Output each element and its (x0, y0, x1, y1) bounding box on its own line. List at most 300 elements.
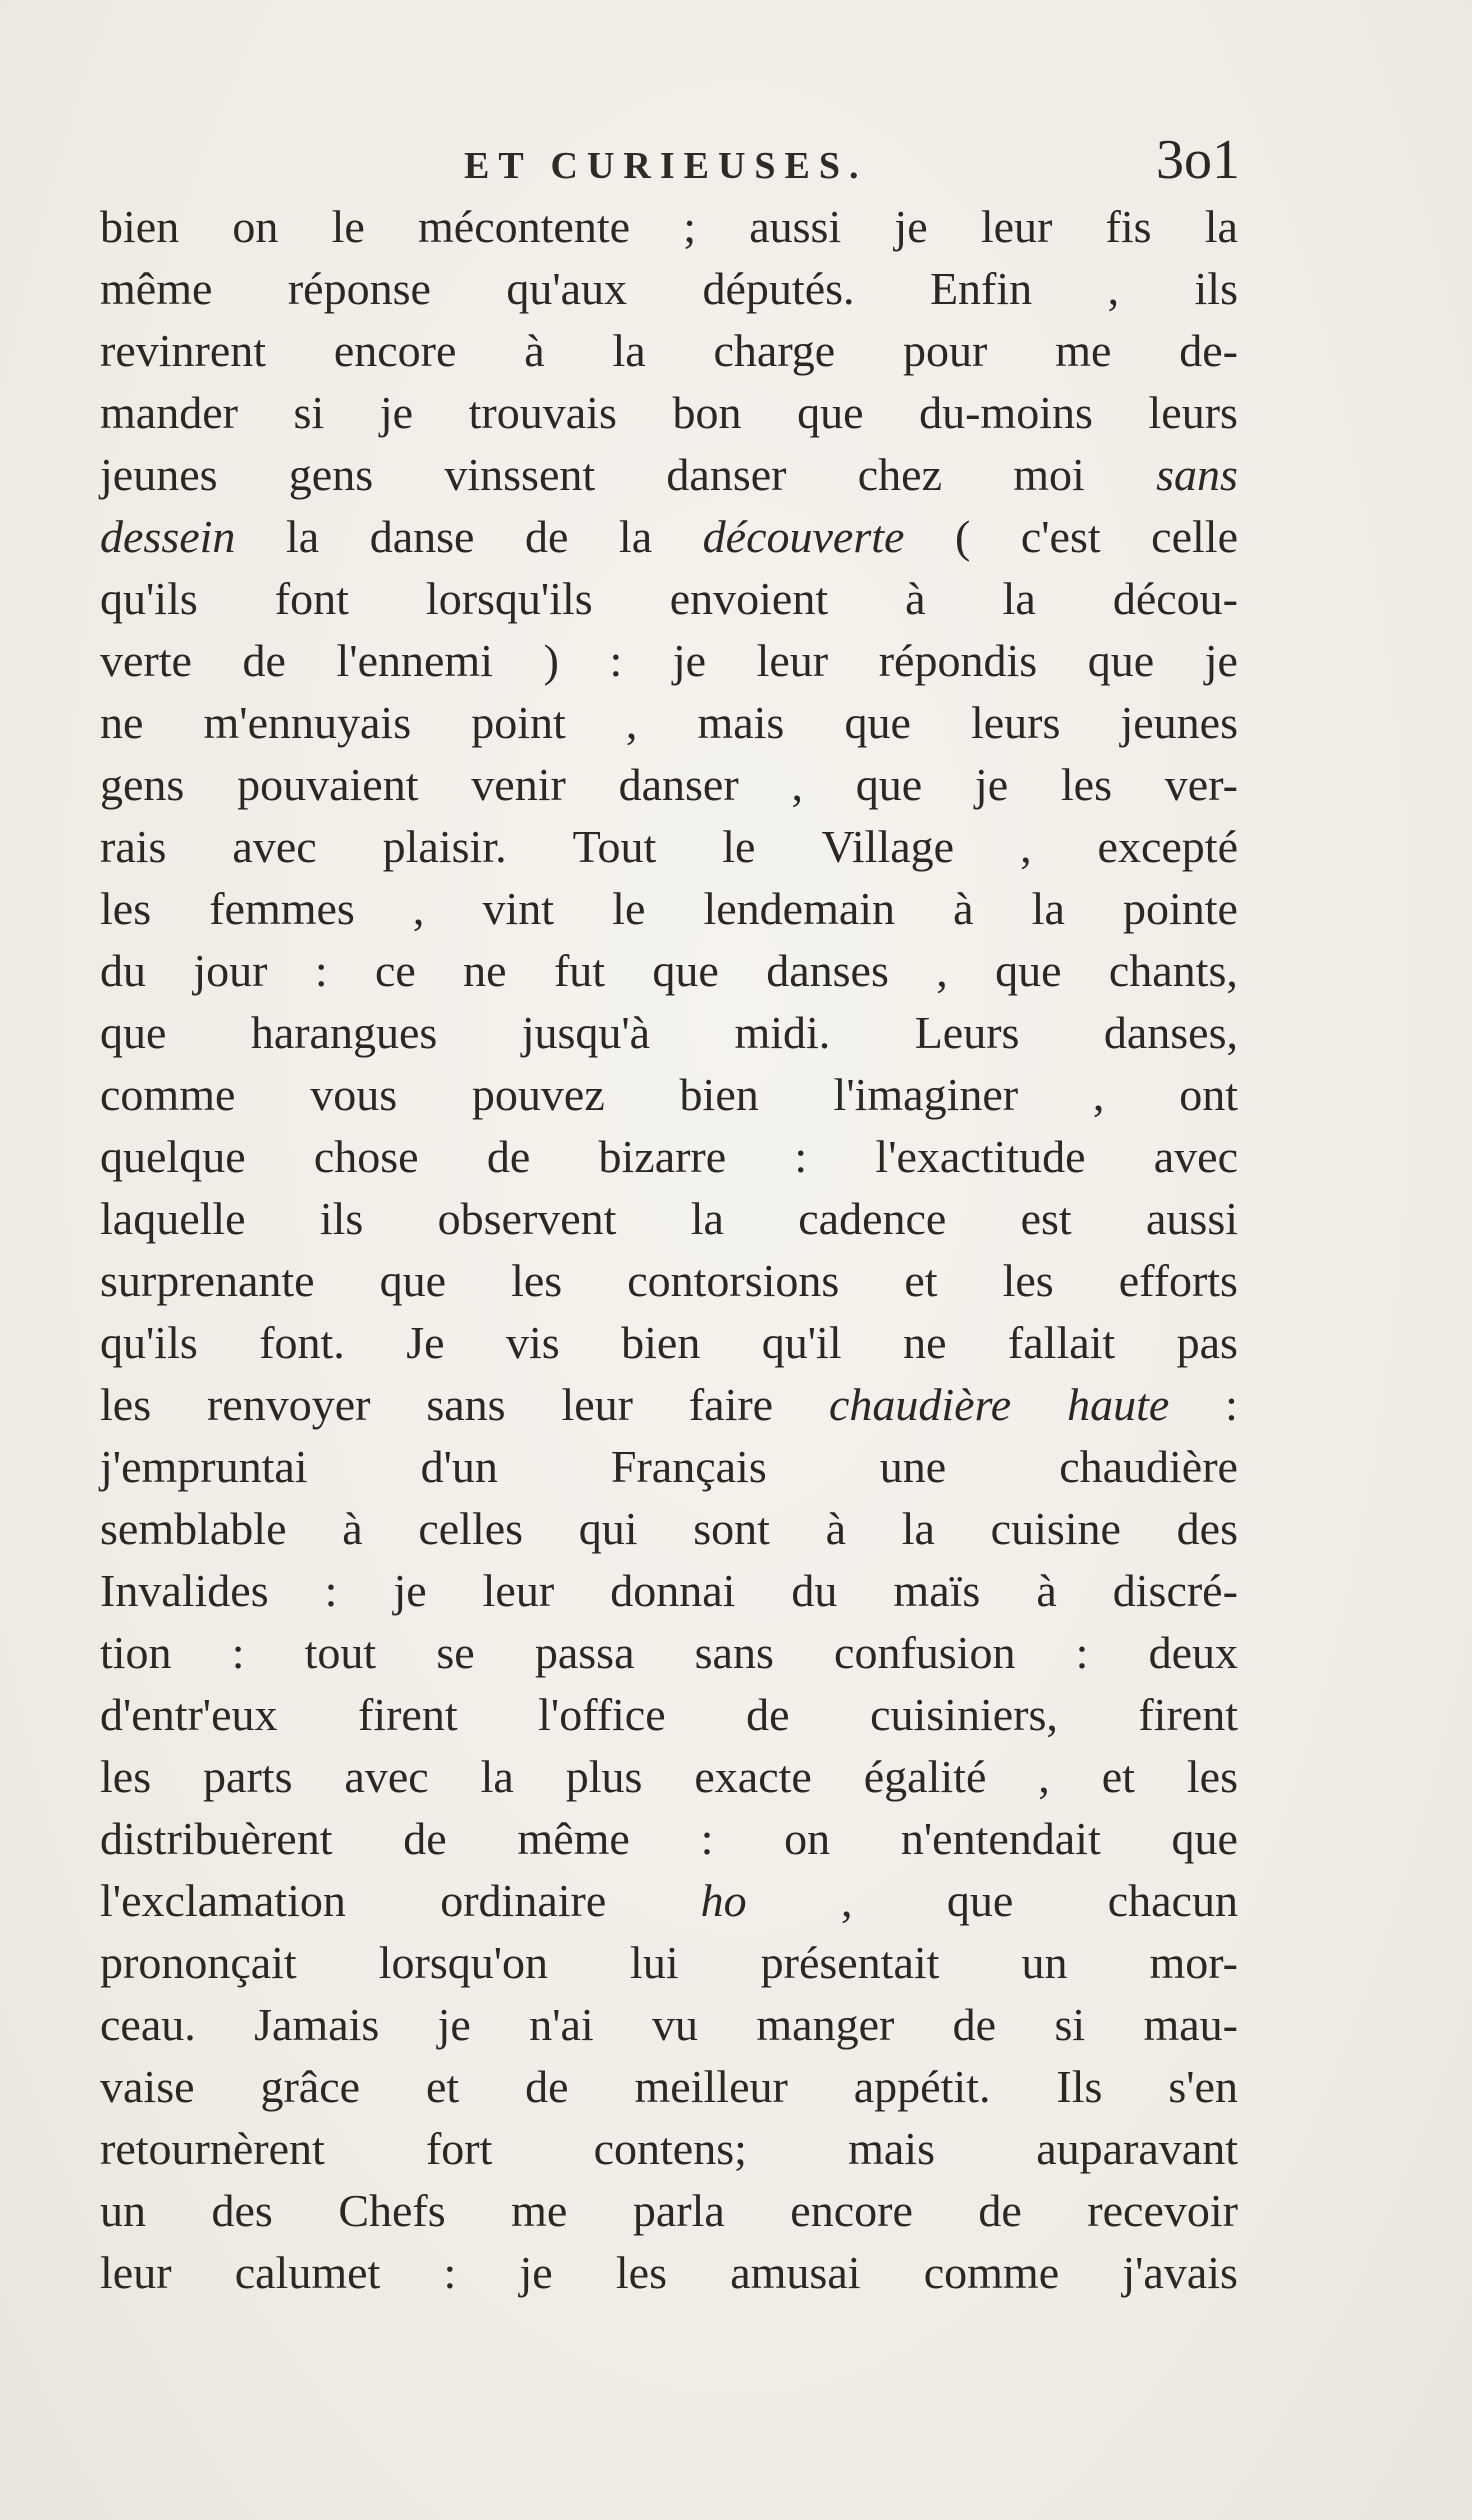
word: mécontente (418, 201, 631, 252)
word: ; (683, 201, 697, 252)
text-line (100, 320, 1238, 382)
text-line (100, 1746, 1238, 1808)
word: ils (1194, 263, 1238, 314)
word: ont (1179, 1069, 1238, 1120)
word: leur (100, 2247, 172, 2298)
word: lorsqu'on (378, 1937, 549, 1988)
word: : (231, 1627, 245, 1678)
word: à (1036, 1565, 1057, 1616)
word: , (841, 1875, 853, 1926)
word: Jamais (254, 1999, 380, 2050)
text-line (100, 1498, 1238, 1560)
word: danses (766, 945, 889, 996)
word: avec (344, 1751, 429, 1802)
text-line (100, 940, 1238, 1002)
word: danser (666, 449, 787, 500)
word: me (511, 2185, 568, 2236)
word: fallait (1007, 1317, 1116, 1368)
word: du (100, 945, 146, 996)
word: la (480, 1751, 514, 1802)
word: jeunes (100, 449, 218, 500)
text-line (100, 2242, 1238, 2304)
word: Invalides (100, 1565, 269, 1616)
word: ordinaire (440, 1875, 607, 1926)
word: haute (1067, 1379, 1170, 1430)
word: d'un (420, 1441, 498, 1492)
word: s'en (1168, 2061, 1238, 2112)
word: bon (672, 387, 742, 438)
word: cuisine (990, 1503, 1121, 1554)
word: mor- (1149, 1937, 1238, 1988)
text-line (100, 1312, 1238, 1374)
word: m'ennuyais (203, 697, 412, 748)
word: pas (1176, 1317, 1238, 1368)
word: les (1186, 1751, 1238, 1802)
word: pouvez (471, 1069, 605, 1120)
word: cadence (798, 1193, 947, 1244)
text-line (100, 630, 1238, 692)
word: danser (618, 759, 739, 810)
word: ne (100, 697, 144, 748)
word: que (652, 945, 719, 996)
word: chaudière (1059, 1441, 1238, 1492)
word: comme (100, 1069, 236, 1120)
word: de (524, 511, 569, 562)
word: leur (756, 635, 829, 686)
word: que (1087, 635, 1155, 686)
word: jusqu'à (521, 1007, 651, 1058)
word: leurs (970, 697, 1061, 748)
word: qui (578, 1503, 638, 1554)
word: la (285, 511, 320, 562)
word: l'exclamation (100, 1875, 346, 1926)
word: Enfin (929, 263, 1033, 314)
word: grâce (260, 2061, 361, 2112)
word: laquelle (100, 1193, 246, 1244)
word: renvoyer (206, 1379, 371, 1430)
text-line (100, 878, 1238, 940)
word: chez (857, 449, 943, 500)
word: le (331, 201, 365, 252)
word: confusion (834, 1627, 1016, 1678)
word: les (615, 2247, 668, 2298)
word: et (426, 2061, 460, 2112)
text-line (100, 1808, 1238, 1870)
word: on (784, 1813, 831, 1864)
word: vous (310, 1069, 398, 1120)
word: à (825, 1503, 847, 1554)
word: observent (437, 1193, 617, 1244)
text-line (100, 1126, 1238, 1188)
word: ce (374, 945, 416, 996)
word: : (443, 2247, 457, 2298)
word: je (393, 1565, 427, 1616)
text-line (100, 1932, 1238, 1994)
word: moi (1013, 449, 1085, 500)
text-line (100, 2056, 1238, 2118)
word: : (1225, 1379, 1238, 1430)
word: discré- (1112, 1565, 1238, 1616)
word: exacte (694, 1751, 812, 1802)
word: ) (543, 635, 559, 686)
word: Je (406, 1317, 445, 1368)
word: trouvais (468, 387, 617, 438)
word: Tout (572, 821, 657, 872)
word: encore (333, 325, 457, 376)
word: un (100, 2185, 146, 2236)
word: faire (688, 1379, 774, 1430)
text-line (100, 1188, 1238, 1250)
word: auparavant (1036, 2123, 1238, 2174)
word: du-moins (919, 387, 1093, 438)
word: , (1038, 1751, 1050, 1802)
word: chants, (1108, 945, 1238, 996)
word: leurs (1148, 387, 1238, 438)
word: n'ai (529, 1999, 594, 2050)
word: que (1171, 1813, 1238, 1864)
word: la (901, 1503, 935, 1554)
word: sans (694, 1627, 774, 1678)
word: j'avais (1122, 2247, 1238, 2298)
word: est (1020, 1193, 1072, 1244)
word: ne (903, 1317, 947, 1368)
word: que (855, 759, 923, 810)
word: surprenante (100, 1255, 315, 1306)
word: le (722, 821, 756, 872)
word: réponse (287, 263, 431, 314)
word: ( (954, 511, 971, 562)
word: qu'il (761, 1317, 842, 1368)
word: bizarre (598, 1131, 727, 1182)
word: mais (697, 697, 785, 748)
word: distribuèrent (100, 1813, 333, 1864)
word: je (974, 759, 1009, 810)
text-line (100, 1436, 1238, 1498)
word: fis (1105, 201, 1152, 252)
word: de (486, 1131, 531, 1182)
text-line (100, 692, 1238, 754)
word: point (471, 697, 566, 748)
word: Chefs (338, 2185, 446, 2236)
word: fut (553, 945, 606, 996)
word: présentait (760, 1937, 940, 1988)
word: je (672, 635, 707, 686)
word: celle (1151, 511, 1238, 562)
word: ho (700, 1875, 747, 1926)
word: leur (482, 1565, 555, 1616)
word: appétit. (853, 2061, 991, 2112)
word: je (1204, 635, 1238, 686)
word: le (612, 883, 646, 934)
word: me (1055, 325, 1112, 376)
word: : (794, 1131, 808, 1182)
word: Leurs (914, 1007, 1020, 1058)
word: contens; (593, 2123, 747, 2174)
word: , (936, 945, 948, 996)
word: : (609, 635, 623, 686)
word: ceau. (100, 1999, 196, 2050)
word: que (844, 697, 911, 748)
word: mais (848, 2123, 935, 2174)
word: décou- (1112, 573, 1238, 624)
word: qu'ils (100, 1317, 198, 1368)
word: mander (100, 387, 238, 438)
word: une (879, 1441, 947, 1492)
word: recevoir (1087, 2185, 1238, 2236)
word: manger (756, 1999, 895, 2050)
word: leur (561, 1379, 633, 1430)
text-line (100, 258, 1238, 320)
word: je (519, 2247, 553, 2298)
word: l'office (538, 1689, 666, 1740)
word: les (1002, 1255, 1054, 1306)
word: calumet (234, 2247, 381, 2298)
word: lendemain (703, 883, 896, 934)
word: parts (203, 1751, 293, 1802)
word: jour (193, 945, 268, 996)
text-line (100, 1994, 1238, 2056)
word: plus (565, 1751, 643, 1802)
word: bien (621, 1317, 701, 1368)
word: c'est (1020, 511, 1101, 562)
word: tion (100, 1627, 172, 1678)
word: des (211, 2185, 273, 2236)
word: aussi (749, 201, 842, 252)
word: avec (1153, 1131, 1238, 1182)
word: verte (100, 635, 192, 686)
word: , (1092, 1069, 1105, 1120)
word: celles (418, 1503, 524, 1554)
text-line (100, 568, 1238, 630)
word: les (100, 883, 152, 934)
word: : (700, 1813, 714, 1864)
word: leur (980, 201, 1053, 252)
word: femmes (209, 883, 355, 934)
word: j'empruntai (100, 1441, 308, 1492)
word: ver- (1164, 759, 1238, 810)
word: que (995, 945, 1062, 996)
text-line (100, 2180, 1238, 2242)
word: , (791, 759, 803, 810)
word: de (978, 2185, 1022, 2236)
word: les (100, 1379, 152, 1430)
word: gens (288, 449, 374, 500)
word: l'ennemi (336, 635, 493, 686)
word: la (690, 1193, 724, 1244)
word: , (625, 697, 638, 748)
word: passa (534, 1627, 635, 1678)
word: avec (232, 821, 317, 872)
word: qu'ils (100, 573, 198, 624)
word: bien (100, 201, 180, 252)
text-line (100, 196, 1238, 258)
text-line (100, 382, 1238, 444)
word: égalité (863, 1751, 987, 1802)
word: ne (463, 945, 507, 996)
word: députés. (702, 263, 855, 314)
word: qu'aux (506, 263, 628, 314)
word: que (379, 1255, 447, 1306)
word: Village (821, 821, 955, 872)
word: vu (652, 1999, 699, 2050)
word: aussi (1146, 1193, 1238, 1244)
word: du (791, 1565, 838, 1616)
word: vaise (100, 2061, 195, 2112)
word: venir (471, 759, 566, 810)
word: lui (630, 1937, 679, 1988)
word: midi. (734, 1007, 831, 1058)
word: font. (259, 1317, 345, 1368)
word: harangues (250, 1007, 438, 1058)
word: des (1176, 1503, 1238, 1554)
word: : (324, 1565, 338, 1616)
word: prononçait (100, 1937, 297, 1988)
word: de (952, 1999, 997, 2050)
text-line (100, 1250, 1238, 1312)
word: gens (100, 759, 185, 810)
word: à (905, 573, 926, 624)
word: de (242, 635, 286, 686)
text-line (100, 1560, 1238, 1622)
word: , (1107, 263, 1120, 314)
word: , (412, 883, 425, 934)
word: donnai (610, 1565, 736, 1616)
word: , (1020, 821, 1032, 872)
word: la (612, 325, 646, 376)
word: : (1075, 1627, 1089, 1678)
body-text (100, 196, 1238, 2304)
word: parla (632, 2185, 725, 2236)
word: contorsions (627, 1255, 840, 1306)
text-line (100, 816, 1238, 878)
word: semblable (100, 1503, 287, 1554)
word: tout (304, 1627, 377, 1678)
word: comme (923, 2247, 1060, 2298)
word: de (403, 1813, 447, 1864)
word: n'entendait (900, 1813, 1101, 1864)
word: découverte (702, 511, 905, 562)
word: je (379, 387, 414, 438)
word: rais (100, 821, 167, 872)
text-line (100, 1002, 1238, 1064)
word: si (293, 387, 325, 438)
word: même (100, 263, 213, 314)
text-line (100, 506, 1238, 568)
word: font (274, 573, 349, 624)
word: dessein (100, 511, 236, 562)
page-number: 3o1 (1156, 129, 1240, 191)
word: de (525, 2061, 569, 2112)
word: que (946, 1875, 1014, 1926)
word: et (904, 1255, 938, 1306)
word: je (894, 201, 928, 252)
word: que (797, 387, 864, 438)
word: que (100, 1007, 167, 1058)
word: pour (903, 325, 988, 376)
word: vinssent (444, 449, 596, 500)
word: revinrent (100, 325, 267, 376)
word: firent (358, 1689, 458, 1740)
text-line (100, 1684, 1238, 1746)
word: ils (319, 1193, 364, 1244)
word: la (1031, 883, 1065, 934)
word: firent (1138, 1689, 1238, 1740)
word: à (524, 325, 545, 376)
word: pouvaient (237, 759, 419, 810)
word: encore (790, 2185, 913, 2236)
word: les (100, 1751, 152, 1802)
text-line (100, 754, 1238, 816)
word: bien (679, 1069, 759, 1120)
word: sans (1156, 449, 1238, 500)
word: l'imaginer (833, 1069, 1019, 1120)
word: pointe (1122, 883, 1238, 934)
text-line (100, 1374, 1238, 1436)
word: retournèrent (100, 2123, 325, 2174)
word: on (232, 201, 279, 252)
word: deux (1148, 1627, 1238, 1678)
word: jeunes (1120, 697, 1238, 748)
word: maïs (893, 1565, 981, 1616)
word: chose (313, 1131, 419, 1182)
word: lorsqu'ils (425, 573, 593, 624)
running-head: ET CURIEUSES. (464, 145, 868, 187)
word: amusai (730, 2247, 861, 2298)
word: : (314, 945, 328, 996)
word: je (437, 1999, 471, 2050)
word: vint (482, 883, 555, 934)
word: mau- (1143, 1999, 1238, 2050)
word: de- (1179, 325, 1238, 376)
text-line (100, 2118, 1238, 2180)
word: si (1054, 1999, 1086, 2050)
word: la (1204, 201, 1238, 252)
word: meilleur (634, 2061, 788, 2112)
word: Français (610, 1441, 767, 1492)
word: un (1021, 1937, 1068, 1988)
word: sans (426, 1379, 506, 1430)
word: efforts (1118, 1255, 1238, 1306)
word: d'entr'eux (100, 1689, 278, 1740)
word: les (511, 1255, 563, 1306)
text-line (100, 1064, 1238, 1126)
word: vis (506, 1317, 560, 1368)
word: et (1101, 1751, 1135, 1802)
word: Ils (1056, 2061, 1103, 2112)
word: la (618, 511, 653, 562)
text-line (100, 444, 1238, 506)
word: à (953, 883, 974, 934)
word: charge (713, 325, 836, 376)
text-line (100, 1870, 1238, 1932)
word: de (746, 1689, 790, 1740)
text-line (100, 1622, 1238, 1684)
word: excepté (1097, 821, 1238, 872)
word: chacun (1107, 1875, 1238, 1926)
word: la (1002, 573, 1036, 624)
word: envoient (669, 573, 829, 624)
word: répondis (878, 635, 1038, 686)
word: danse (369, 511, 475, 562)
word: plaisir. (382, 821, 507, 872)
word: chaudière (828, 1379, 1012, 1430)
word: sont (693, 1503, 770, 1554)
word: l'exactitude (875, 1131, 1086, 1182)
word: danses, (1103, 1007, 1238, 1058)
word: fort (425, 2123, 493, 2174)
word: à (342, 1503, 363, 1554)
word: même (517, 1813, 630, 1864)
